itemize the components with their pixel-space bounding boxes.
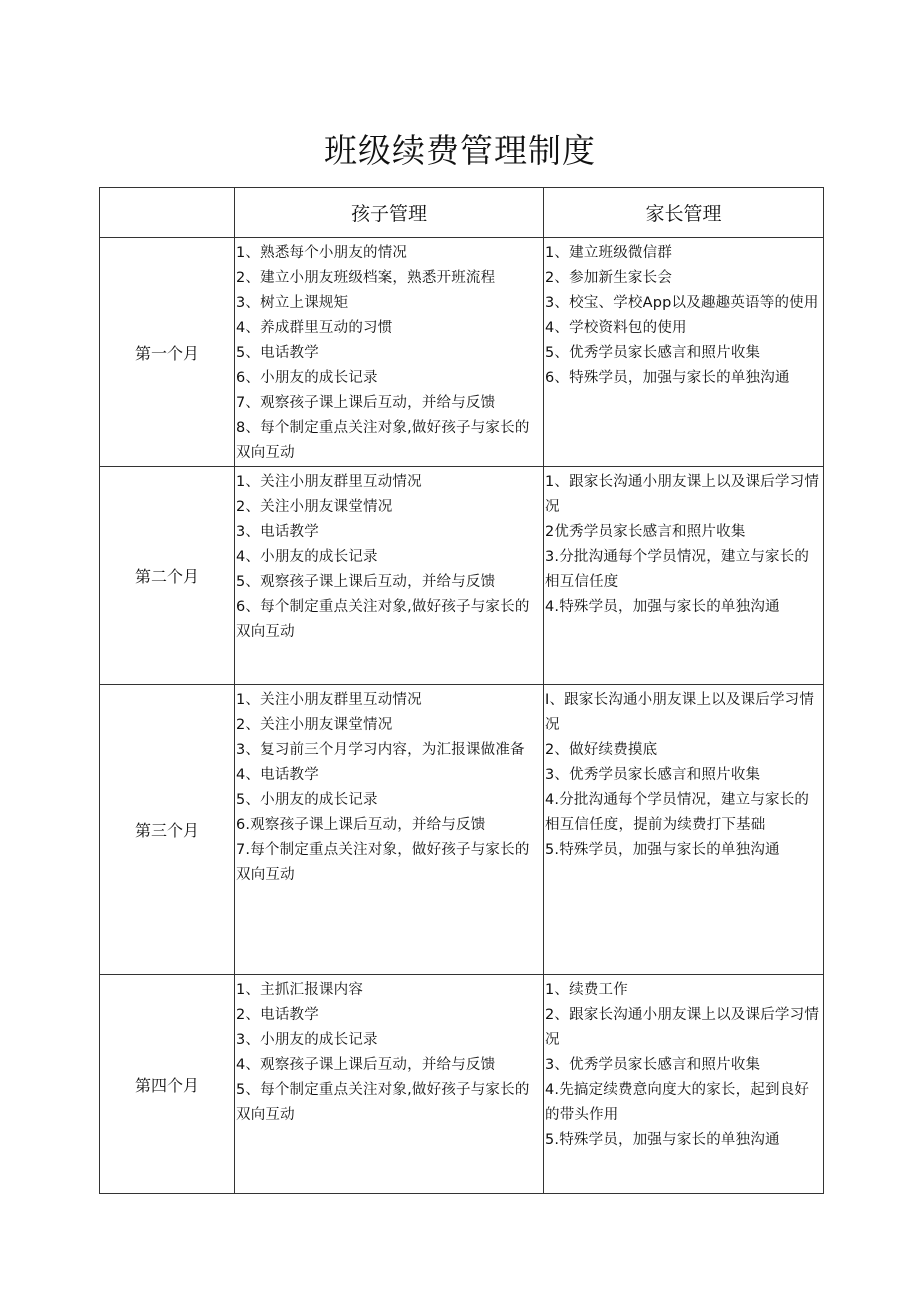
list-item: 4、学校资料包的使用 bbox=[545, 320, 687, 336]
child-task-list bbox=[235, 685, 543, 888]
list-item: 2、参加新生家长会 bbox=[545, 270, 673, 286]
list-item: 5.特殊学员，加强与家长的单独沟通 bbox=[545, 1132, 780, 1148]
month-label: 第一个月 bbox=[100, 238, 235, 467]
list-item: 5、优秀学员家长感言和照片收集 bbox=[545, 345, 761, 361]
list-item: 3、优秀学员家长感言和照片收集 bbox=[545, 767, 761, 783]
list-item: 4、小朋友的成长记录 bbox=[236, 549, 378, 565]
parent-tasks-cell bbox=[544, 975, 824, 1194]
parent-task-list bbox=[544, 975, 823, 1153]
month-label: 第三个月 bbox=[100, 685, 235, 975]
list-item: 5、小朋友的成长记录 bbox=[236, 792, 378, 808]
child-tasks-cell bbox=[235, 238, 544, 467]
month-label: 第二个月 bbox=[100, 467, 235, 685]
list-item: 2优秀学员家长感言和照片收集 bbox=[545, 524, 746, 540]
list-item: 8、每个制定重点关注对象,做好孩子与家长的双向互动 bbox=[236, 420, 530, 461]
list-item: 7、观察孩子课上课后互动，并给与反馈 bbox=[236, 395, 496, 411]
table-row bbox=[100, 685, 824, 975]
header-parent-management: 家长管理 bbox=[544, 188, 824, 238]
list-item: 3、校宝、学校App以及趣趣英语等的使用 bbox=[545, 295, 819, 311]
list-item: 1、主抓汇报课内容 bbox=[236, 982, 364, 998]
list-item: 3.分批沟通每个学员情况，建立与家长的相互信任度 bbox=[545, 549, 810, 590]
list-item: 7.每个制定重点关注对象，做好孩子与家长的双向互动 bbox=[236, 842, 530, 883]
list-item: 4.分批沟通每个学员情况，建立与家长的相互信任度，提前为续费打下基础 bbox=[545, 792, 810, 833]
list-item: I、跟家长沟通小朋友课上以及课后学习情况 bbox=[545, 692, 815, 733]
header-corner bbox=[100, 188, 235, 238]
parent-tasks-cell bbox=[544, 467, 824, 685]
list-item: 4.特殊学员，加强与家长的单独沟通 bbox=[545, 599, 780, 615]
parent-task-list bbox=[544, 685, 823, 863]
list-item: 1、关注小朋友群里互动情况 bbox=[236, 692, 422, 708]
list-item: 6、特殊学员，加强与家长的单独沟通 bbox=[545, 370, 790, 386]
list-item: 2、建立小朋友班级档案，熟悉开班流程 bbox=[236, 270, 496, 286]
list-item: 3、树立上课规矩 bbox=[236, 295, 349, 311]
child-tasks-cell bbox=[235, 975, 544, 1194]
list-item: 5、每个制定重点关注对象,做好孩子与家长的双向互动 bbox=[236, 1082, 530, 1123]
list-item: 1、熟悉每个小朋友的情况 bbox=[236, 245, 408, 261]
list-item: 4、电话教学 bbox=[236, 767, 319, 783]
child-tasks-cell bbox=[235, 685, 544, 975]
parent-task-list bbox=[544, 238, 823, 391]
list-item: 6、每个制定重点关注对象,做好孩子与家长的双向互动 bbox=[236, 599, 530, 640]
table-row bbox=[100, 238, 824, 467]
list-item: 2、关注小朋友课堂情况 bbox=[236, 499, 393, 515]
child-tasks-cell bbox=[235, 467, 544, 685]
table-header-row bbox=[100, 188, 824, 238]
table-row bbox=[100, 467, 824, 685]
list-item: 5、观察孩子课上课后互动，并给与反馈 bbox=[236, 574, 496, 590]
list-item: 3、复习前三个月学习内容，为汇报课做准备 bbox=[236, 742, 525, 758]
list-item: 2、关注小朋友课堂情况 bbox=[236, 717, 393, 733]
list-item: 6.观察孩子课上课后互动，并给与反馈 bbox=[236, 817, 486, 833]
child-task-list bbox=[235, 975, 543, 1128]
parent-task-list bbox=[544, 467, 823, 620]
table-row bbox=[100, 975, 824, 1194]
child-task-list bbox=[235, 467, 543, 645]
month-label: 第四个月 bbox=[100, 975, 235, 1194]
list-item: 1、建立班级微信群 bbox=[545, 245, 673, 261]
list-item: 3、电话教学 bbox=[236, 524, 319, 540]
list-item: 1、关注小朋友群里互动情况 bbox=[236, 474, 422, 490]
list-item: 3、优秀学员家长感言和照片收集 bbox=[545, 1057, 761, 1073]
list-item: 4、养成群里互动的习惯 bbox=[236, 320, 393, 336]
list-item: 5、电话教学 bbox=[236, 345, 319, 361]
list-item: 6、小朋友的成长记录 bbox=[236, 370, 378, 386]
list-item: 4.先搞定续费意向度大的家长，起到良好的带头作用 bbox=[545, 1082, 810, 1123]
list-item: 5.特殊学员，加强与家长的单独沟通 bbox=[545, 842, 780, 858]
page-title: 班级续费管理制度 bbox=[324, 131, 596, 170]
parent-tasks-cell bbox=[544, 238, 824, 467]
list-item: 1、跟家长沟通小朋友课上以及课后学习情况 bbox=[545, 474, 820, 515]
parent-tasks-cell bbox=[544, 685, 824, 975]
child-task-list bbox=[235, 238, 543, 466]
header-child-management: 孩子管理 bbox=[235, 188, 544, 238]
list-item: 2、跟家长沟通小朋友课上以及课后学习情况 bbox=[545, 1007, 820, 1048]
management-table bbox=[99, 187, 824, 1194]
list-item: 1、续费工作 bbox=[545, 982, 628, 998]
list-item: 2、电话教学 bbox=[236, 1007, 319, 1023]
list-item: 2、做好续费摸底 bbox=[545, 742, 658, 758]
list-item: 4、观察孩子课上课后互动，并给与反馈 bbox=[236, 1057, 496, 1073]
list-item: 3、小朋友的成长记录 bbox=[236, 1032, 378, 1048]
